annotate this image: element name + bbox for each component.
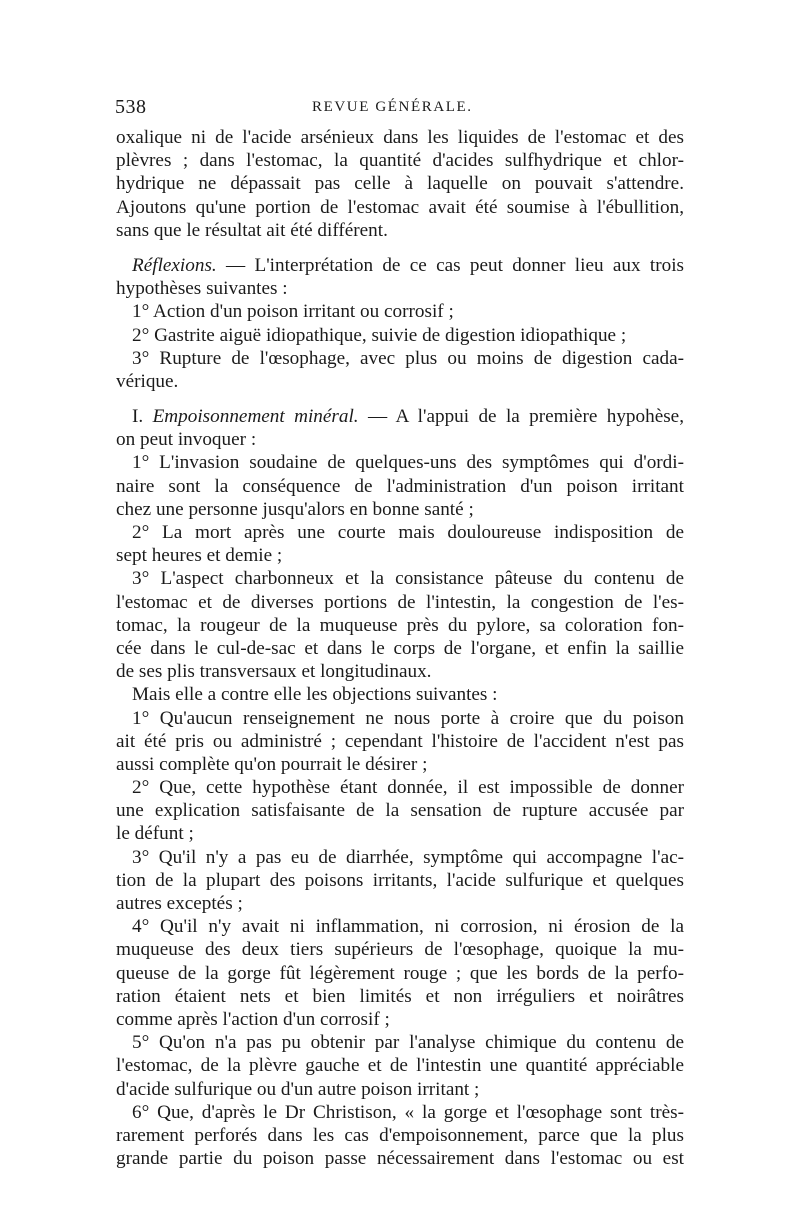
text-line: de ses plis transversaux et longitudinaux. [116, 661, 432, 683]
text-line [116, 254, 684, 277]
text-line: hydrique ne dépassait pas celle à laquelle on pouvait s'attendre. [116, 173, 684, 195]
paragraph-text: — A l'appui de la première hypohèse, [358, 406, 685, 428]
page-number: 538 [115, 96, 147, 118]
text-line: 2° La mort après une courte mais douloureuse indisposition de [132, 522, 684, 543]
text-line: grande partie du poison passe nécessairement dans l'estomac ou est [116, 1148, 684, 1170]
text-line: d'acide sulfurique ou d'un autre poison irritant ; [116, 1078, 480, 1100]
text-line: cée dans le cul-de-sac et dans le corps de l'organe, et enfin la saillie [116, 637, 684, 659]
running-title: REVUE GÉNÉRALE. [312, 99, 473, 115]
text-line: on peut invoquer : [116, 429, 257, 451]
text-line: le défunt ; [116, 823, 194, 845]
text-line: oxalique ni de l'acide arsénieux dans les liquides de l'estomac et des [116, 127, 684, 148]
text-line: 1° Qu'aucun renseignement ne nous porte à croire que du poison [132, 707, 684, 729]
italic-heading: Empoisonnement minéral. [152, 406, 359, 428]
text-line: 2° Que, cette hypothèse étant donnée, il est impossible de donner [132, 777, 684, 799]
text-line: 6° Que, d'après le Dr Christison, « la gorge et l'œsophage sont très- [132, 1101, 684, 1123]
text-line: 3° Qu'il n'y a pas eu de diarrhée, symptôme qui accompagne l'ac- [132, 846, 684, 868]
text-line: Ajoutons qu'une portion de l'estomac avait été soumise à l'ébullition, [116, 196, 684, 218]
text-line: autres exceptés ; [116, 893, 243, 914]
text-line: comme après l'action d'un corrosif ; [116, 1008, 390, 1030]
text-line: ait été pris ou administré ; cependant l'histoire de l'accident n'est pas [116, 730, 684, 752]
text-line: 1° L'invasion soudaine de quelques-uns des symptômes qui d'ordi- [132, 452, 684, 474]
text-line: Mais elle a contre elle les objections suivantes : [132, 684, 498, 706]
text-line: sept heures et demie ; [116, 545, 283, 567]
paragraph-text: — L'interprétation de ce cas peut donner lieu aux trois [216, 254, 684, 276]
text-line: 5° Qu'on n'a pas pu obtenir par l'analyse chimique du contenu de [132, 1032, 684, 1054]
text-line: naire sont la conséquence de l'administration d'un poison irritant [116, 475, 684, 497]
text-line: aussi complète qu'on pourrait le désirer ; [116, 753, 428, 775]
italic-heading: Réflexions. [132, 254, 217, 276]
text-line: muqueuse des deux tiers supérieurs de l'œsophage, quoique la mu- [116, 939, 684, 961]
text-line: 3° L'aspect charbonneux et la consistance pâteuse du contenu de [132, 568, 684, 590]
text-line [116, 405, 684, 428]
text-line: ration étaient nets et bien limités et non irréguliers et noirâtres [116, 985, 684, 1007]
text-line: une explication satisfaisante de la sensation de rupture accusée par [116, 800, 684, 822]
text-line: tomac, la rougeur de la muqueuse près du pylore, sa coloration fon- [116, 614, 684, 636]
section-number: I. [132, 406, 153, 428]
text-line: queuse de la gorge fût légèrement rouge ; que les bords de la perfo- [116, 962, 684, 984]
page-header [115, 96, 685, 126]
text-line: chez une personne jusqu'alors en bonne santé ; [116, 498, 474, 520]
text-line: 1° Action d'un poison irritant ou corrosif ; [132, 301, 454, 323]
text-line: 3° Rupture de l'œsophage, avec plus ou moins de digestion cada- [132, 347, 684, 369]
text-line: hypothèses suivantes : [116, 278, 288, 300]
text-line: tion de la plupart des poisons irritants, l'acide sulfurique et quelques [116, 869, 684, 891]
text-line: 4° Qu'il n'y avait ni inflammation, ni corrosion, ni érosion de la [132, 916, 684, 938]
text-line: plèvres ; dans l'estomac, la quantité d'acides sulfhydrique et chlor- [116, 150, 684, 172]
text-line: l'estomac, de la plèvre gauche et de l'intestin une quantité appréciable [116, 1055, 684, 1077]
text-line: vérique. [116, 370, 179, 392]
text-line: 2° Gastrite aiguë idiopathique, suivie de digestion idiopathique ; [132, 324, 627, 346]
text-line: rarement perforés dans les cas d'empoisonnement, parce que la plus [116, 1124, 684, 1146]
page-body [116, 126, 684, 1170]
text-line: l'estomac et de diverses portions de l'intestin, la congestion de l'es- [116, 591, 684, 613]
text-line: sans que le résultat ait été différent. [116, 219, 388, 241]
